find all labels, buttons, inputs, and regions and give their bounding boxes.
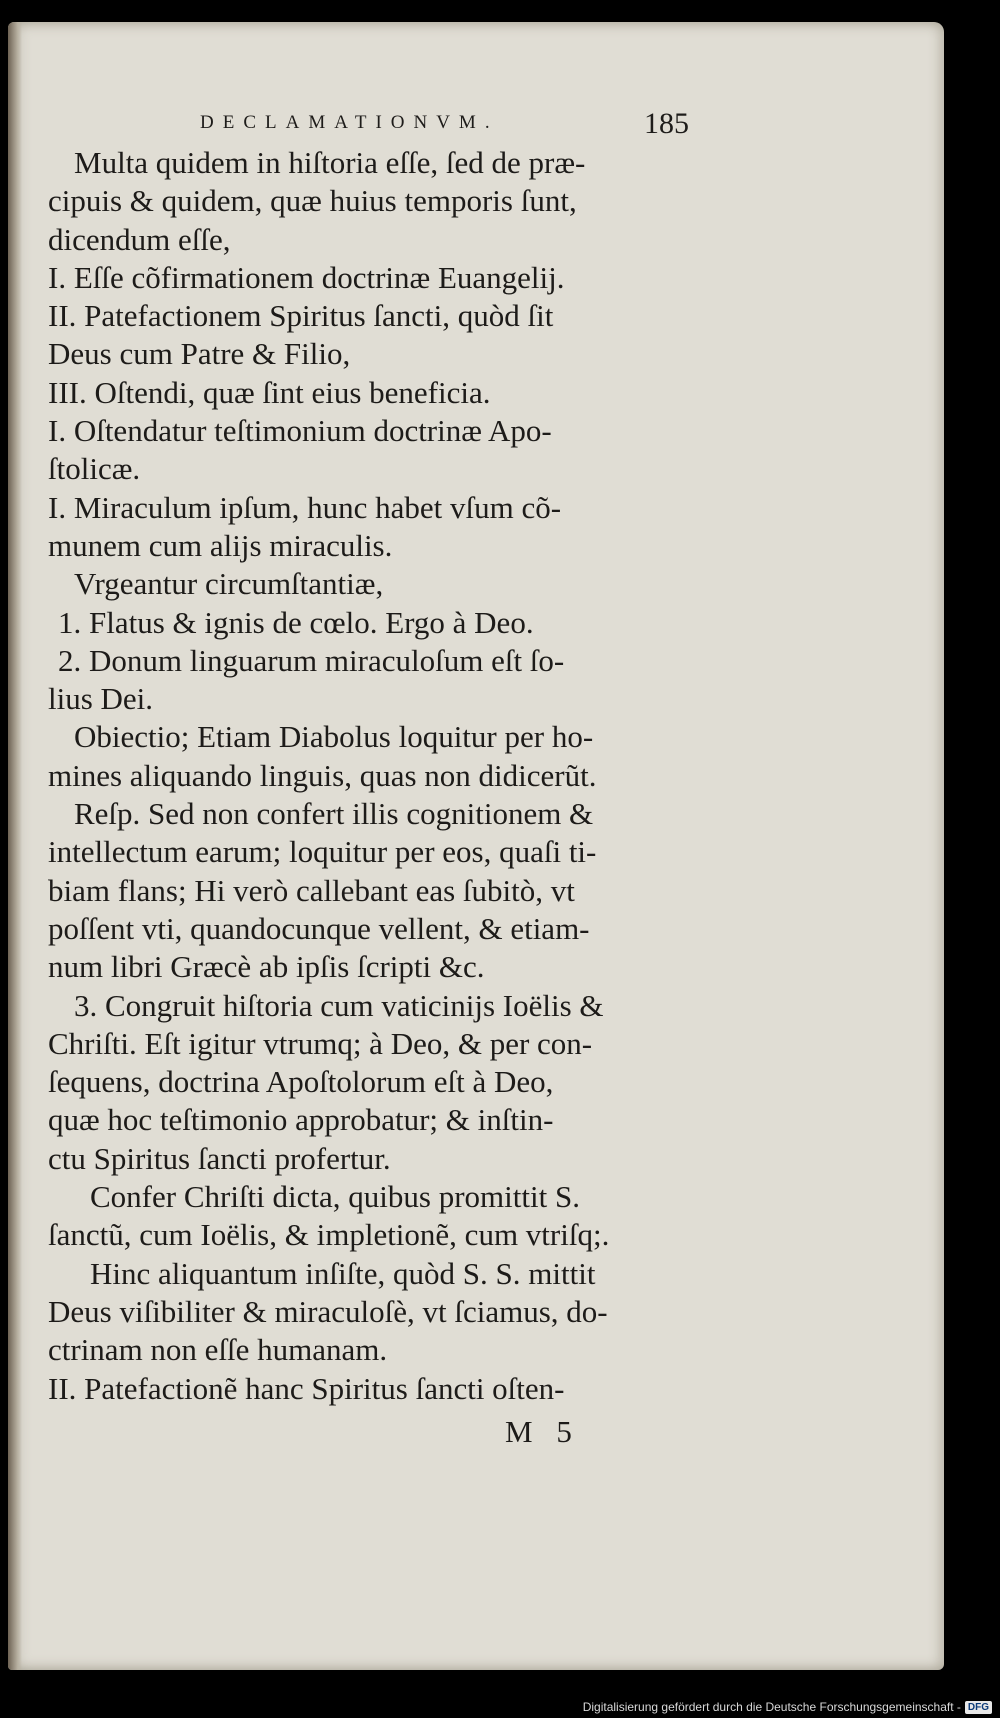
text-line: lius Dei. (48, 681, 154, 717)
text-line: Confer Chriſti dicta, quibus promittit S. (90, 1179, 580, 1215)
text-line: II. Patefactionem Spiritus ſancti, quòd ſit (48, 298, 554, 334)
text-line: ctrinam non eſſe humanam. (48, 1332, 388, 1368)
text-line: 1. Flatus & ignis de cœlo. Ergo à Deo. (58, 604, 534, 640)
text-line: poſſent vti, quandocunque vellent, & etiam- (48, 910, 590, 946)
text-line: Obiectio; Etiam Diabolus loquitur per ho- (74, 719, 594, 755)
text-line: Deus viſibiliter & miraculoſè, vt ſciamus, do- (48, 1293, 608, 1329)
text-line: ſanctũ, cum Ioëlis, & impletionẽ, cum vtriſq;. (48, 1217, 610, 1253)
text-line: Deus cum Patre & Filio, (48, 336, 351, 372)
text-line: cipuis & quidem, quæ huius temporis ſunt, (48, 183, 577, 219)
text-line: dicendum eſſe, (48, 221, 231, 257)
text-line: mines aliquando linguis, quas non didicerũt. (48, 757, 597, 793)
text-line: I. Miraculum ipſum, hunc habet vſum cõ- (48, 489, 562, 525)
page-header (8, 107, 944, 140)
text-line: num libri Græcè ab ipſis ſcripti &c. (48, 949, 485, 985)
text-line: I. Oſtendatur teſtimonium doctrinæ Apo- (48, 413, 552, 449)
text-line: ſequens, doctrina Apoſtolorum eſt à Deo, (48, 1064, 554, 1100)
body-text (48, 144, 718, 1408)
text-line: quæ hoc teſtimonio approbatur; & inſtin- (48, 1102, 554, 1138)
text-line: munem cum alijs miraculis. (48, 527, 393, 563)
text-line: Chriſti. Eſt igitur vtrumq; à Deo, & per con- (48, 1025, 593, 1061)
text-line: biam flans; Hi verò callebant eas ſubitò, vt (48, 872, 575, 908)
digitization-credit (583, 1700, 992, 1714)
text-line: Reſp. Sed non confert illis cognitionem & (74, 796, 594, 832)
text-line: ctu Spiritus ſancti profertur. (48, 1140, 391, 1176)
text-line: 3. Congruit hiſtoria cum vaticinijs Ioëlis & (74, 987, 604, 1023)
running-head: DECLAMATIONVM. (200, 112, 499, 133)
text-line: Multa quidem in hiſtoria eſſe, ſed de præ- (74, 145, 586, 180)
text-line: III. Oſtendi, quæ ſint eius beneficia. (48, 374, 491, 410)
page-number: 185 (644, 107, 689, 140)
text-line: intellectum earum; loquitur per eos, quaſi ti- (48, 834, 597, 870)
page-gutter-shadow (8, 22, 22, 1670)
credit-text: Digitalisierung gefördert durch die Deutsche Forschungsgemeinschaft - (582, 1700, 961, 1714)
text-line: II. Patefactionẽ hanc Spiritus ſancti oſten- (48, 1370, 565, 1406)
text-line: ſtolicæ. (48, 451, 141, 487)
text-line: 2. Donum linguarum miraculoſum eſt ſo- (58, 642, 565, 678)
text-line: Hinc aliquantum inſiſte, quòd S. S. mittit (90, 1255, 596, 1291)
text-line: Vrgeantur circumſtantiæ, (74, 566, 384, 602)
dfg-logo-icon: DFG (965, 1701, 992, 1714)
text-line: I. Eſſe cõfirmationem doctrinæ Euangelij. (48, 259, 565, 295)
book-page (8, 22, 944, 1670)
catchword-signature: M 5 (505, 1414, 572, 1449)
